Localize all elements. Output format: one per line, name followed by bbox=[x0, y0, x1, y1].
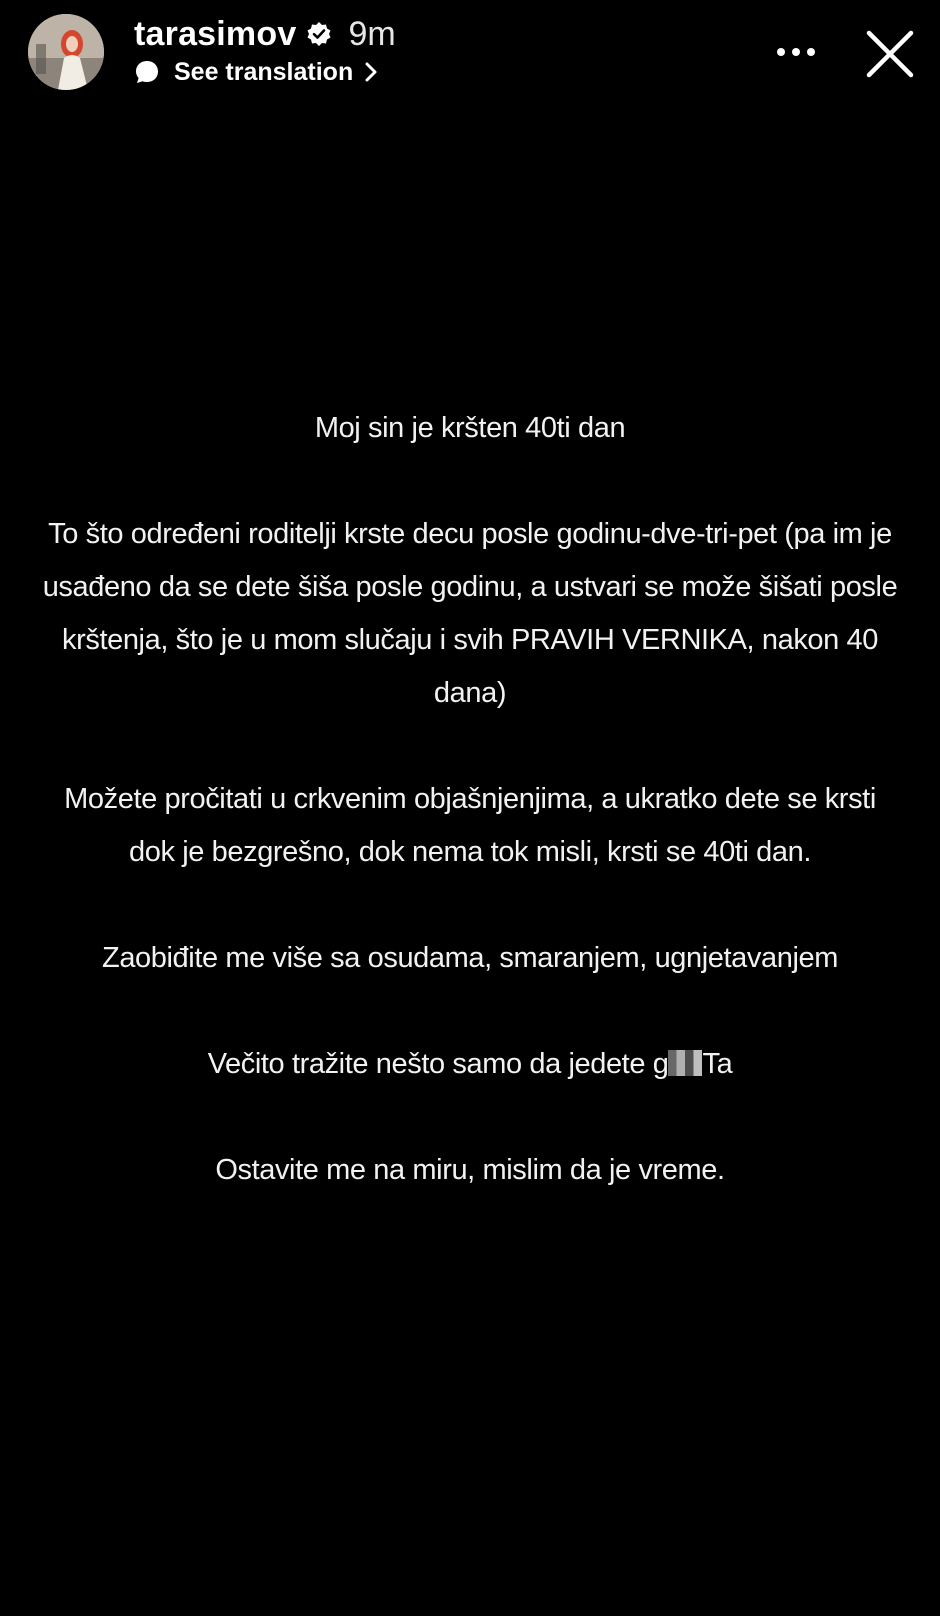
more-horizontal-icon bbox=[776, 47, 816, 57]
avatar-photo-icon bbox=[28, 14, 104, 90]
verified-badge-icon bbox=[306, 21, 332, 47]
more-options-button[interactable] bbox=[770, 30, 822, 74]
censored-line-middle: T bbox=[702, 1048, 717, 1080]
username[interactable]: tarasimov bbox=[134, 14, 297, 53]
close-icon bbox=[865, 29, 915, 79]
translate-bubble-icon bbox=[134, 59, 160, 85]
timestamp: 9m bbox=[348, 14, 396, 53]
story-paragraph-5 bbox=[40, 1038, 900, 1091]
chevron-right-icon bbox=[363, 61, 379, 83]
story-paragraph-3: Možete pročitati u crkvenim objašnjenjima, a ukratko dete se krsti dok je bezgrešno, dok nema tok misli, krsti se 40ti dan. bbox=[64, 783, 876, 868]
see-translation-button[interactable] bbox=[134, 55, 379, 89]
censored-line-before: Večito tražite nešto samo da jedete g bbox=[207, 1048, 669, 1080]
close-button[interactable] bbox=[862, 26, 918, 82]
censored-line-after: a bbox=[716, 1048, 733, 1080]
avatar[interactable] bbox=[28, 14, 104, 90]
story-text bbox=[40, 402, 900, 1197]
story-paragraph-2: To što određeni roditelji krste decu posle godinu-dve-tri-pet (pa im je usađeno da se dete šiša posle godinu, a ustvari se može šišati posle krštenja, što je u mom slučaju i svih PRAVIH VERNIKA, nakon 40 dana) bbox=[42, 518, 898, 709]
story-paragraph-6: Ostavite me na miru, mislim da je vreme. bbox=[215, 1154, 725, 1186]
story-paragraph-4: Zaobiđite me više sa osudama, smaranjem, ugnjetavanjem bbox=[102, 942, 838, 974]
see-translation-label: See translation bbox=[174, 57, 354, 86]
censored-pixelation bbox=[668, 1050, 702, 1076]
story-header bbox=[0, 0, 940, 110]
username-row bbox=[134, 14, 396, 54]
story-paragraph-1: Moj sin je kršten 40ti dan bbox=[314, 412, 626, 444]
